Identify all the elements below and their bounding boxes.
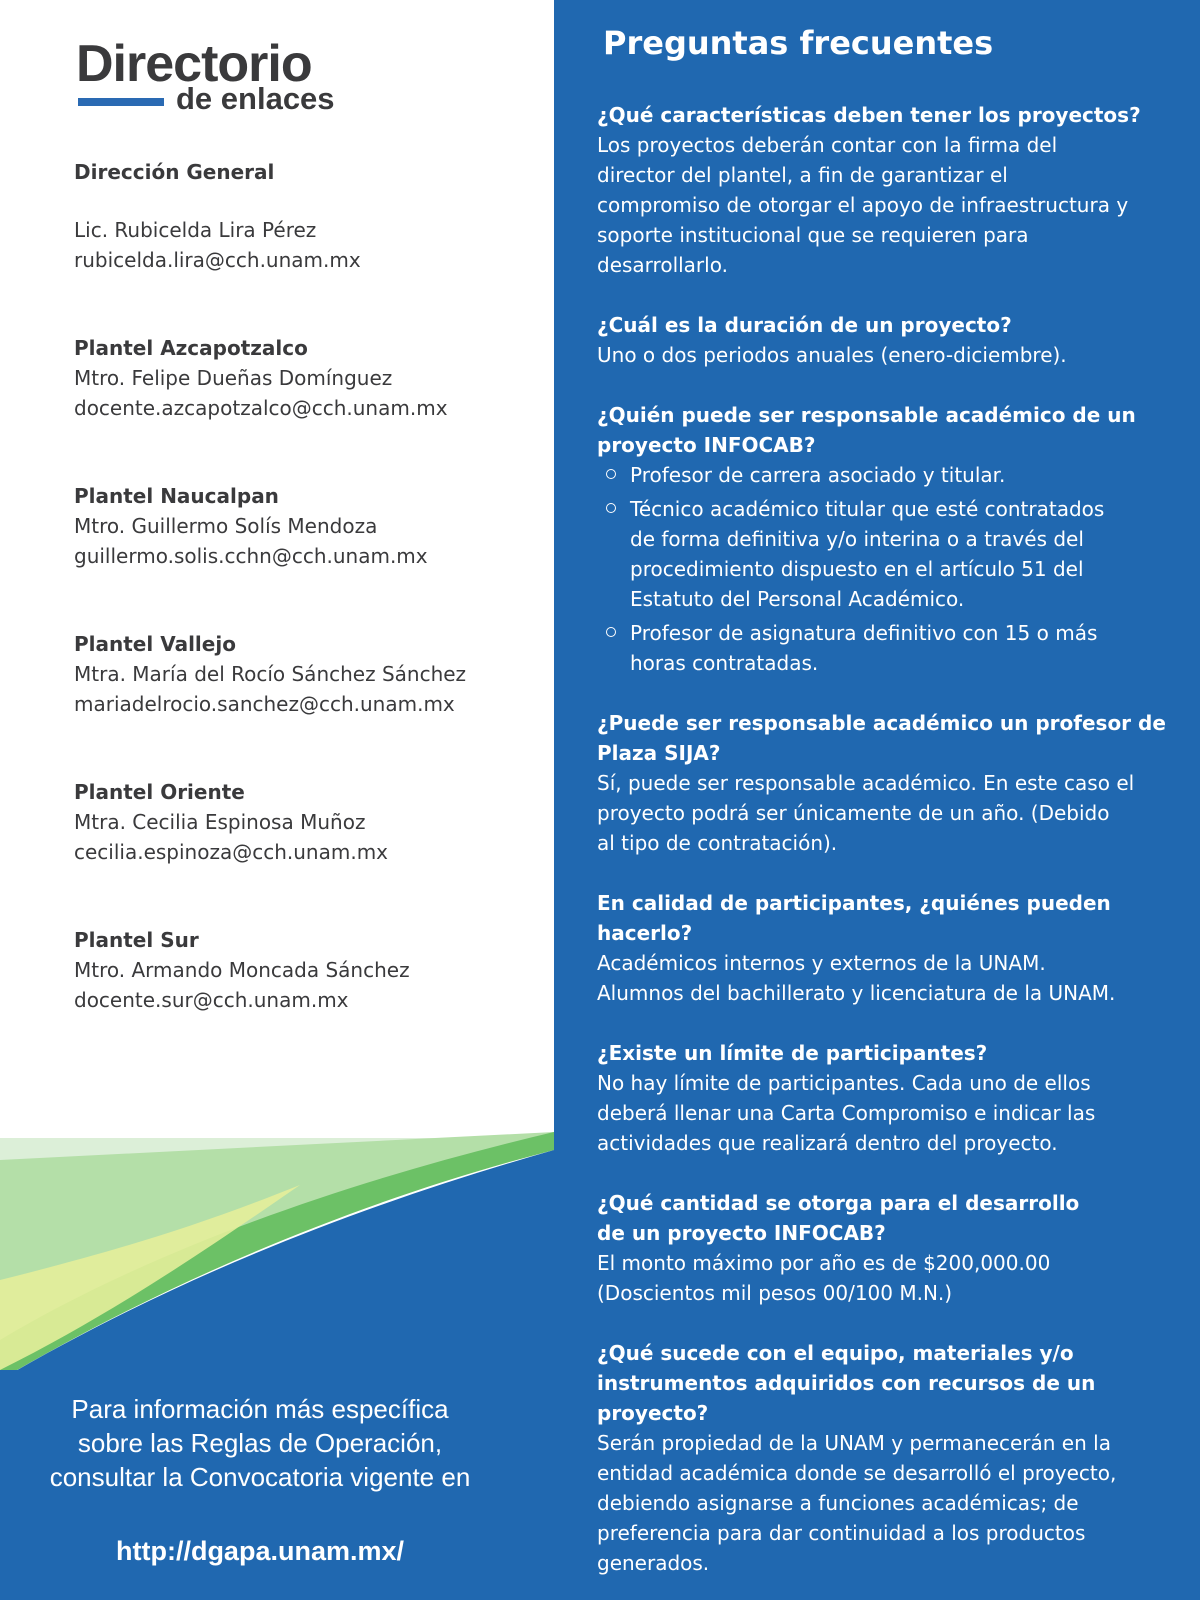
faq-answer: soporte institucional que se requieren para: [597, 223, 1029, 247]
info-line: consultar la Convocatoria vigente en: [49, 1462, 471, 1492]
faq-item: [597, 708, 1187, 858]
faq-answer: entidad académica donde se desarrolló el proyecto,: [597, 1461, 1117, 1485]
circle-bullet-icon: [606, 627, 616, 637]
faq-answer: debiendo asignarse a funciones académicas; de: [597, 1491, 1079, 1515]
circle-bullet-icon: [606, 469, 616, 479]
faq-answer: generados.: [597, 1551, 710, 1575]
faq-answer: El monto máximo por año es de $200,000.00: [597, 1251, 1051, 1275]
faq-question: En calidad de participantes, ¿quiénes pueden: [597, 891, 1111, 915]
directory-entry-vallejo: [74, 629, 544, 719]
entry-email[interactable]: mariadelrocio.sanchez@cch.unam.mx: [74, 692, 455, 716]
circle-bullet-icon: [606, 503, 616, 513]
faq-question: proyecto INFOCAB?: [597, 433, 816, 457]
logo-subtitle: de enlaces: [176, 81, 335, 116]
info-text: [0, 1392, 520, 1494]
faq-answer: al tipo de contratación).: [597, 831, 838, 855]
faq-answer: actividades que realizará dentro del proyecto.: [597, 1131, 1058, 1155]
faq-list: [597, 100, 1187, 1608]
faq-answer: Serán propiedad de la UNAM y permanecerán en la: [597, 1431, 1111, 1455]
faq-question: ¿Puede ser responsable académico un profesor de: [597, 711, 1166, 735]
entry-email[interactable]: cecilia.espinoza@cch.unam.mx: [74, 840, 389, 864]
directory-entry-naucalpan: [74, 481, 544, 571]
faq-question: ¿Qué características deben tener los proyectos?: [597, 103, 1141, 127]
faq-question: ¿Cuál es la duración de un proyecto?: [597, 313, 1012, 337]
faq-item: [597, 400, 1187, 678]
directory-entry-azcapotzalco: [74, 333, 544, 423]
faq-question: instrumentos adquiridos con recursos de un: [597, 1371, 1096, 1395]
info-line: Para información más específica: [71, 1394, 449, 1424]
entry-title: Plantel Sur: [74, 928, 199, 952]
faq-answer: director del plantel, a fin de garantizar el: [597, 163, 1008, 187]
logo-title: Directorio: [76, 35, 312, 93]
faq-answer: desarrollarlo.: [597, 253, 728, 277]
faq-question: ¿Existe un límite de participantes?: [597, 1041, 988, 1065]
bullet-item: Profesor de asignatura definitivo con 15 o más horas contratadas.: [597, 618, 1187, 678]
faq-item: [597, 1188, 1187, 1308]
faq-item: [597, 1038, 1187, 1158]
faq-answer: Académicos internos y externos de la UNAM.: [597, 951, 1046, 975]
faq-answer: (Doscientos mil pesos 00/100 M.N.): [597, 1281, 953, 1305]
faq-question: ¿Qué sucede con el equipo, materiales y/o: [597, 1341, 1074, 1365]
entry-title: Plantel Vallejo: [74, 632, 236, 656]
faq-answer: Alumnos del bachillerato y licenciatura de la UNAM.: [597, 981, 1116, 1005]
logo-accent-bar: [78, 98, 164, 106]
faq-question: ¿Qué cantidad se otorga para el desarrollo: [597, 1191, 1080, 1215]
directory-entry-general: [74, 157, 544, 275]
faq-answer: Uno o dos periodos anuales (enero-diciembre).: [597, 343, 1067, 367]
bullet-item: Profesor de carrera asociado y titular.: [597, 460, 1187, 490]
entry-name: Lic. Rubicelda Lira Pérez: [74, 218, 317, 242]
faq-question: proyecto?: [597, 1401, 709, 1425]
entry-title: Plantel Naucalpan: [74, 484, 279, 508]
entry-name: Mtra. María del Rocío Sánchez Sánchez: [74, 662, 467, 686]
entry-email[interactable]: rubicelda.lira@cch.unam.mx: [74, 248, 361, 272]
faq-question: de un proyecto INFOCAB?: [597, 1221, 886, 1245]
decorative-wave: [0, 1130, 554, 1380]
entry-email[interactable]: docente.azcapotzalco@cch.unam.mx: [74, 396, 448, 420]
entry-name: Mtro. Armando Moncada Sánchez: [74, 958, 410, 982]
faq-question: ¿Quién puede ser responsable académico de un: [597, 403, 1136, 427]
dgapa-link[interactable]: http://dgapa.unam.mx/: [115, 1536, 404, 1566]
faq-question: Plaza SIJA?: [597, 741, 721, 765]
faq-item: [597, 100, 1187, 280]
faq-answer: No hay límite de participantes. Cada uno de ellos: [597, 1071, 1091, 1095]
entry-name: Mtro. Felipe Dueñas Domínguez: [74, 366, 393, 390]
faq-answer: proyecto podrá ser únicamente de un año. (Debido: [597, 801, 1110, 825]
directory-entry-oriente: [74, 777, 544, 867]
faq-panel: [554, 0, 1200, 1600]
entry-title: Plantel Oriente: [74, 780, 245, 804]
entry-email[interactable]: guillermo.solis.cchn@cch.unam.mx: [74, 544, 428, 568]
directory-entry-sur: [74, 925, 544, 1015]
faq-answer: Los proyectos deberán contar con la firma del: [597, 133, 1058, 157]
faq-answer: deberá llenar una Carta Compromiso e indicar las: [597, 1101, 1096, 1125]
faq-answer: Sí, puede ser responsable académico. En este caso el: [597, 771, 1135, 795]
faq-question: hacerlo?: [597, 921, 693, 945]
info-line: sobre las Reglas de Operación,: [77, 1428, 443, 1458]
faq-item: [597, 888, 1187, 1008]
entry-name: Mtra. Cecilia Espinosa Muñoz: [74, 810, 366, 834]
faq-answer: preferencia para dar continuidad a los productos: [597, 1521, 1086, 1545]
directory-panel: [0, 0, 554, 1600]
faq-title: Preguntas frecuentes: [603, 24, 994, 62]
directorio-logo: [76, 34, 406, 124]
entry-name: Mtro. Guillermo Solís Mendoza: [74, 514, 378, 538]
bullet-list: [597, 460, 1187, 678]
entry-title: Dirección General: [74, 160, 275, 184]
faq-answer: compromiso de otorgar el apoyo de infraestructura y: [597, 193, 1129, 217]
faq-item: [597, 1338, 1187, 1578]
directory-list: [74, 157, 544, 1015]
entry-email[interactable]: docente.sur@cch.unam.mx: [74, 988, 349, 1012]
entry-title: Plantel Azcapotzalco: [74, 336, 308, 360]
bullet-item: Técnico académico titular que esté contratados de forma definitiva y/o interina o a través del procedimiento dispuesto en el artículo 51 del Estatuto del Personal Académico.: [597, 494, 1187, 614]
faq-item: [597, 310, 1187, 370]
